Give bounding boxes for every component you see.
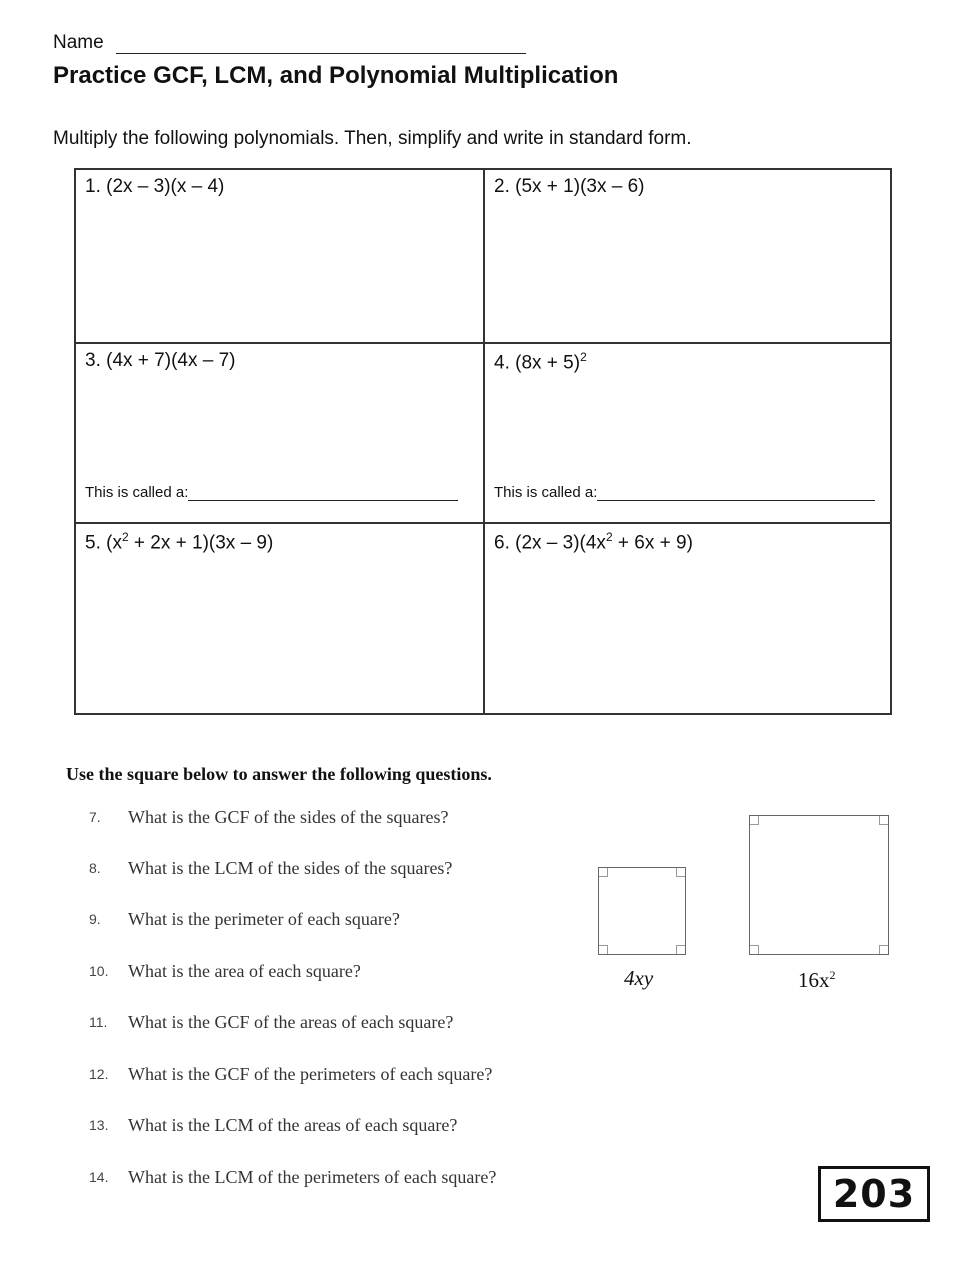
name-label: Name — [53, 32, 104, 53]
problem-1: 1. (2x – 3)(x – 4) — [85, 176, 225, 197]
problem-6-label: 6. (2x – 3)(4x — [494, 532, 606, 554]
right-angle-mark — [599, 868, 608, 877]
problem-2: 2. (5x + 1)(3x – 6) — [494, 176, 645, 197]
problem-cell-4[interactable] — [484, 343, 891, 523]
called-label-3: This is called a: — [85, 484, 189, 501]
question-number: 12. — [89, 1066, 109, 1082]
right-angle-mark — [750, 816, 759, 825]
problem-4-label: 4. (8x + 5) — [494, 352, 581, 374]
problem-cell-2[interactable] — [484, 169, 891, 343]
problem-5-exponent: 2 — [121, 530, 129, 544]
small-square-label: 4xy — [624, 966, 654, 990]
right-angle-mark — [676, 868, 685, 877]
question-text: What is the area of each square? — [128, 961, 361, 981]
called-label-4: This is called a: — [494, 484, 598, 501]
right-angle-mark — [879, 945, 888, 954]
question-number: 9. — [89, 911, 101, 927]
problem-cell-6[interactable] — [484, 523, 891, 714]
problem-6-rest: + 6x + 9) — [612, 532, 693, 554]
right-angle-mark — [879, 816, 888, 825]
page-title: Practice GCF, LCM, and Polynomial Multiplication — [53, 62, 619, 89]
called-blank-4[interactable] — [597, 486, 875, 501]
problem-cell-5[interactable] — [75, 523, 484, 714]
question-text: What is the LCM of the perimeters of each square? — [128, 1167, 497, 1187]
question-number: 7. — [89, 809, 101, 825]
problem-5-rest: + 2x + 1)(3x – 9) — [128, 532, 274, 554]
problem-cell-1[interactable] — [75, 169, 484, 343]
squares-heading: Use the square below to answer the following questions. — [66, 764, 492, 784]
problem-5-label: 5. (x — [85, 532, 122, 554]
question-text: What is the GCF of the perimeters of each square? — [128, 1064, 493, 1084]
problem-6-exponent: 2 — [605, 530, 613, 544]
small-square — [598, 867, 686, 955]
question-number: 14. — [89, 1169, 109, 1185]
problem-5 — [85, 530, 273, 554]
instructions: Multiply the following polynomials. Then, simplify and write in standard form. — [53, 128, 692, 149]
large-square-label-base: 16x — [798, 968, 830, 992]
question-number: 13. — [89, 1117, 109, 1133]
problem-4-exponent: 2 — [580, 350, 587, 364]
right-angle-mark — [676, 945, 685, 954]
question-text: What is the LCM of the sides of the squares? — [128, 858, 453, 878]
question-text: What is the GCF of the sides of the squares? — [128, 807, 449, 827]
problem-grid — [74, 168, 892, 715]
right-angle-mark — [750, 945, 759, 954]
question-number: 8. — [89, 860, 101, 876]
large-square-label-exponent: 2 — [829, 968, 836, 982]
large-square-label — [798, 968, 836, 993]
page-number-badge: 203 — [818, 1166, 930, 1222]
right-angle-mark — [599, 945, 608, 954]
problem-3: 3. (4x + 7)(4x – 7) — [85, 350, 236, 371]
problem-6 — [494, 530, 693, 554]
large-square — [749, 815, 889, 955]
problem-4 — [494, 350, 587, 374]
question-text: What is the perimeter of each square? — [128, 909, 400, 929]
question-text: What is the GCF of the areas of each square? — [128, 1012, 454, 1032]
name-field — [53, 32, 526, 54]
problem-cell-3[interactable] — [75, 343, 484, 523]
called-field-4 — [494, 484, 875, 501]
question-number: 11. — [89, 1014, 108, 1030]
called-field-3 — [85, 484, 458, 501]
question-number: 10. — [89, 963, 109, 979]
name-blank[interactable] — [116, 35, 526, 54]
called-blank-3[interactable] — [188, 486, 458, 501]
question-text: What is the LCM of the areas of each square? — [128, 1115, 458, 1135]
